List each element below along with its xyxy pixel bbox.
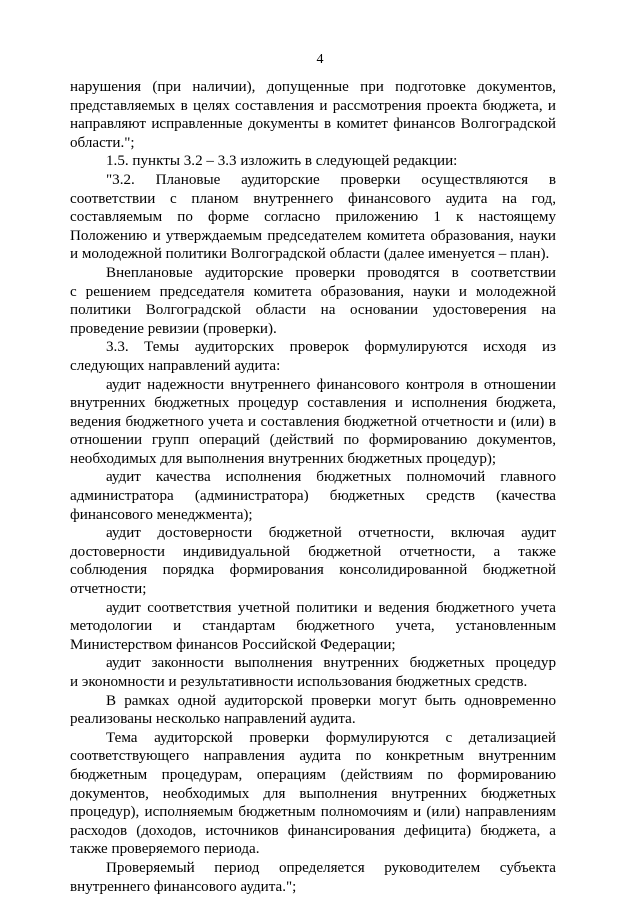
text-line: политики Волгоградской области на основании удостоверения на [70, 302, 556, 319]
text-line: следующих направлений аудита: [70, 357, 281, 374]
text-line: аудит законности выполнения внутренних бюджетных процедур [106, 655, 556, 672]
text-line: аудит надежности внутреннего финансового контроля в отношении [106, 376, 556, 393]
text-line: Проверяемый период определяется руководителем субъекта [106, 859, 556, 876]
text-line: проведение ревизии (проверки). [70, 320, 277, 337]
text-line: направляют исправленные документы в комитет финансов Волгоградской [70, 116, 556, 133]
text-line: "3.2. Плановые аудиторские проверки осуществляются в [106, 171, 556, 188]
text-line: необходимых для выполнения внутренних бюджетных процедур); [70, 450, 497, 467]
text-line: бюджетным процедурам, операциям (действиям по формированию [70, 766, 556, 783]
text-line: внутреннего финансового аудита."; [70, 878, 297, 895]
text-line: также проверяемого периода. [70, 841, 260, 858]
text-line: с решением председателя комитета образования, науки и молодежной [70, 283, 556, 300]
text-line: Тема аудиторской проверки формулируются с детализацией [106, 729, 556, 746]
text-line: процедур), исполняемым бюджетным полномочиям и (или) направлениям [70, 804, 556, 821]
text-line: соответствующего направления аудита по конкретным внутренним [70, 748, 556, 765]
text-line: ведения бюджетного учета и составления бюджетной отчетности и (или) в [70, 413, 556, 430]
page-number: 4 [316, 52, 324, 67]
text-line: внутренних бюджетных процедур составления и исполнения бюджета, [70, 395, 556, 412]
text-line: нарушения (при наличии), допущенные при подготовке документов, [70, 79, 556, 95]
text-line: отчетности; [70, 581, 147, 598]
text-line: представляемых в целях составления и рассмотрения проекта бюджета, и [70, 97, 556, 114]
text-line: и молодежной политики Волгоградской области (далее именуется – план). [70, 246, 550, 263]
text-line: составляемым по форме согласно приложению 1 к настоящему [70, 209, 556, 226]
text-line: 1.5. пункты 3.2 – 3.3 изложить в следующей редакции: [106, 153, 458, 170]
document-body [70, 78, 556, 896]
text-line: Внеплановые аудиторские проверки проводятся в соответствии [106, 264, 556, 281]
text-line: методологии и стандартам бюджетного учета, установленным [70, 618, 556, 635]
text-line: документов, необходимых для выполнения внутренних бюджетных [70, 785, 556, 802]
text-line: финансового менеджмента); [70, 506, 253, 523]
text-line: расходов (доходов, источников финансирования дефицита) бюджета, а [70, 822, 556, 839]
text-line: В рамках одной аудиторской проверки могут быть одновременно [106, 692, 556, 709]
text-line: аудит достоверности бюджетной отчетности, включая аудит [106, 525, 556, 542]
text-line: области."; [70, 134, 135, 151]
text-line: соответствии с планом внутреннего финансового аудита на год, [70, 190, 556, 207]
text-line: достоверности индивидуальной бюджетной отчетности, а также [70, 543, 556, 560]
text-line: Министерством финансов Российской Федерации; [70, 636, 396, 653]
text-line: и экономности и результативности использования бюджетных средств. [70, 674, 528, 690]
text-line: реализованы несколько направлений аудита. [70, 711, 356, 728]
text-line: аудит соответствия учетной политики и ведения бюджетного учета [106, 599, 556, 616]
text-line: администратора (администратора) бюджетных средств (качества [70, 488, 556, 505]
text-line: Положению и утверждаемым председателем комитета образования, науки [70, 227, 556, 244]
text-line: аудит качества исполнения бюджетных полномочий главного [106, 469, 556, 486]
text-line: отношении групп операций (действий по формированию документов, [70, 432, 556, 449]
text-line: соблюдения порядка формирования консолидированной бюджетной [70, 562, 556, 579]
text-line: 3.3. Темы аудиторских проверок формулируются исходя из [106, 339, 556, 356]
